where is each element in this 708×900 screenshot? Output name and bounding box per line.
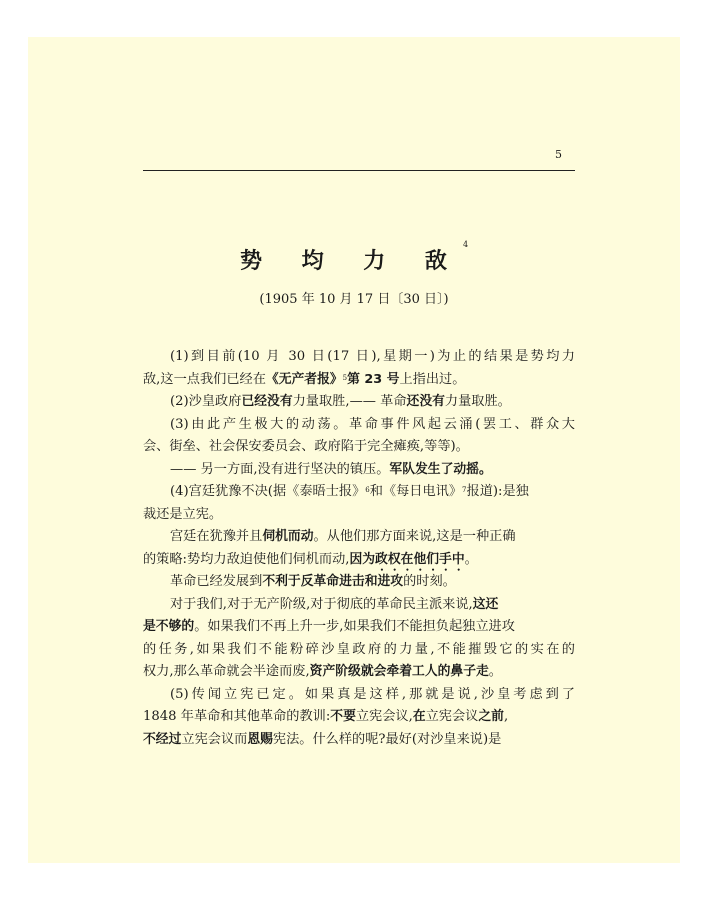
paragraph-8-line-3: 的任务,如果我们不能粉碎沙皇政府的力量,不能摧毁它的实在的 xyxy=(143,641,575,657)
paragraph-1-line-1: (1)到目前(10 月 30 日(17 日),星期一)为止的结果是势均力 xyxy=(170,349,575,364)
title-note-ref: 4 xyxy=(462,240,469,249)
article-date: (1905 年 10 月 17 日〔30 日〕) xyxy=(259,292,449,307)
header-rule xyxy=(143,170,575,171)
paragraph-8-line-4: 权力,那么革命就会半途而废,资产阶级就会牵着工人的鼻子走。 xyxy=(143,664,502,679)
paragraph-7: 革命已经发展到不利于反革命进击和进攻的时刻。 xyxy=(170,574,456,589)
paragraph-8-line-1: 对于我们,对于无产阶级,对于彻底的革命民主派来说,这还 xyxy=(170,596,499,612)
paragraph-9-line-2: 1848 年革命和其他革命的教训:不要立宪会议,在立宪会议之前, xyxy=(143,709,509,724)
paragraph-6-line-1: 宫廷在犹豫并且伺机而动。从他们那方面来说,这是一种正确 xyxy=(170,529,516,544)
paragraph-5-line-1: (4)宫廷犹豫不决(据《泰晤士报》$^6$和《每日电讯》$^7$报道):是独 xyxy=(170,484,529,499)
paragraph-1-line-2: 敌,这一点我们已经在《无产者报》$^5$第 23 号上指出过。 xyxy=(143,371,466,387)
paragraph-8-line-2: 是不够的。如果我们不再上升一步,如果我们不能担负起独立进攻 xyxy=(143,619,515,634)
paragraph-2: (2)沙皇政府已经没有力量取胜,—— 革命还没有力量取胜。 xyxy=(170,394,511,409)
title-text: 势 均 力 敌 xyxy=(239,248,463,274)
emphasis-dotted: 政权在他们手中 xyxy=(375,551,465,567)
page-number: 5 xyxy=(555,148,562,161)
paragraph-4: —— 另一方面,没有进行坚决的镇压。军队发生了动摇。 xyxy=(170,461,492,477)
paragraph-3-line-1: (3)由此产生极大的动荡。革命事件风起云涌(罢工、群众大 xyxy=(170,416,575,432)
article-body xyxy=(143,346,575,751)
paragraph-5-line-2: 裁还是立宪。 xyxy=(143,506,223,522)
paragraph-9-line-3: 不经过立宪会议而恩赐宪法。什么样的呢?最好(对沙皇来说)是 xyxy=(143,731,502,747)
paragraph-9-line-1: (5)传闻立宪已定。如果真是这样,那就是说,沙皇考虑到了 xyxy=(170,686,575,702)
paragraph-3-line-2: 会、街垒、社会保安委员会、政府陷于完全瘫痪,等等)。 xyxy=(143,439,469,454)
article-title xyxy=(0,240,708,275)
paragraph-6-line-2: 的策略:势均力敌迫使他们伺机而动,因为政权在他们手中。 xyxy=(143,551,478,567)
